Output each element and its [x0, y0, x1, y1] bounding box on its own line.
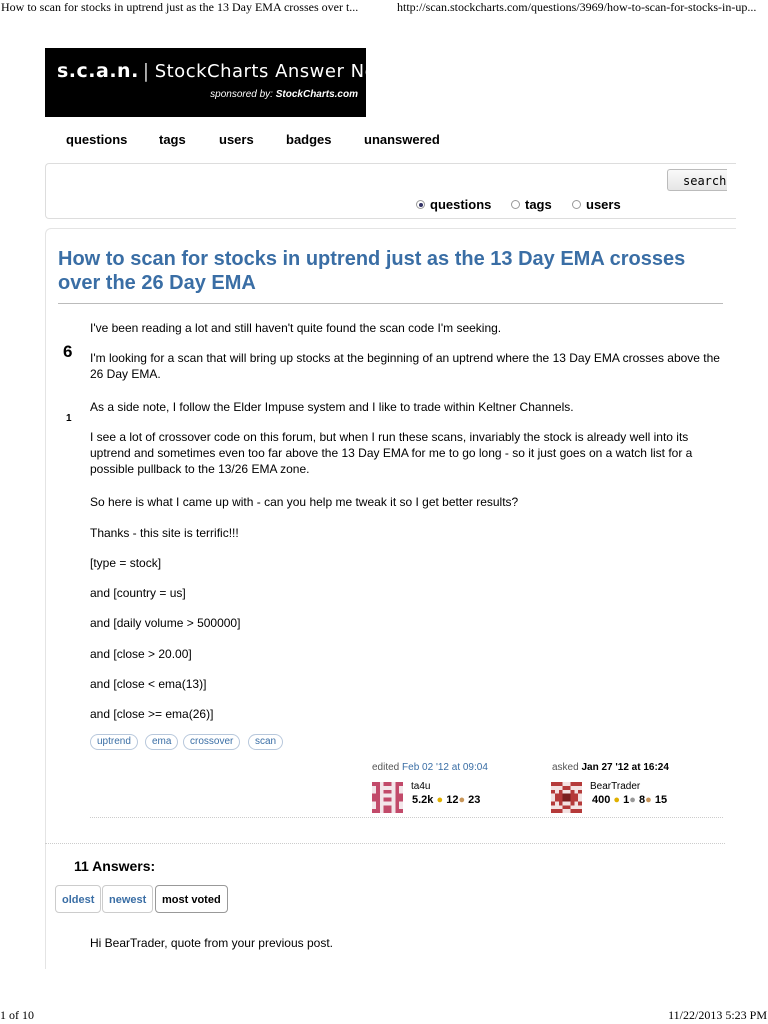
print-page-number: 1 of 10 [0, 1008, 34, 1022]
edited-info [372, 762, 488, 773]
tag-ema[interactable]: ema [145, 734, 178, 750]
asker-bronze: 15 [654, 794, 668, 806]
scope-users-label: users [586, 197, 621, 212]
print-datetime: 11/22/2013 5:23 PM [668, 1008, 767, 1022]
bronze-badge-icon: ● [645, 794, 652, 806]
answer-body: Hi BearTrader, quote from your previous post. [90, 936, 333, 950]
sort-oldest-tab[interactable]: oldest [55, 885, 101, 913]
code-line: and [country = us] [90, 586, 186, 600]
nav-tags[interactable]: tags [159, 132, 186, 147]
edited-time[interactable]: Feb 02 '12 at 09:04 [402, 762, 488, 773]
asker-name[interactable]: BearTrader [590, 781, 641, 792]
asked-time: Jan 27 '12 at 16:24 [581, 762, 669, 773]
answers-divider [45, 843, 725, 844]
print-footer [0, 1008, 768, 1024]
logo-sponsor [210, 89, 358, 100]
site-logo[interactable] [45, 48, 430, 117]
asker-silver: 8 [638, 794, 646, 806]
body-paragraph: I see a lot of crossover code on this forum, but when I run these scans, invariably the stock is already well into its uptrend and sometimes even too far above the 13 Day EMA for me to go long - so it just goes on a watch list for a possible pullback to the 13/26 EMA zone. [90, 430, 693, 476]
nav-questions[interactable]: questions [66, 132, 128, 147]
silver-badge-icon: ● [629, 794, 636, 806]
signature-divider [90, 817, 723, 818]
scope-questions[interactable] [416, 197, 491, 212]
asker-rep: 400 [592, 794, 611, 806]
logo-network: StockCharts Answer Network [154, 61, 430, 82]
radio-icon [572, 200, 581, 209]
editor-rep: 5.2k [412, 794, 434, 806]
asker-gold: 1 [623, 794, 630, 806]
editor-avatar[interactable] [372, 782, 403, 813]
print-title: How to scan for stocks in uptrend just as the 13 Day EMA crosses over t... [1, 0, 359, 14]
code-line: and [daily volume > 500000] [90, 616, 241, 630]
scope-users[interactable] [572, 197, 621, 212]
asked-label: asked [552, 762, 579, 773]
question-title[interactable]: How to scan for stocks in uptrend just as the 13 Day EMA crosses over the 26 Day EMA [58, 248, 686, 294]
radio-selected-icon [416, 200, 425, 209]
print-header [0, 0, 768, 14]
radio-icon [511, 200, 520, 209]
asker-avatar[interactable] [551, 782, 582, 813]
editor-bronze: 23 [468, 794, 481, 806]
logo-brand: s.c.a.n. [57, 60, 139, 82]
logo-separator: | [142, 60, 150, 82]
scope-tags-label: tags [525, 197, 552, 212]
editor-gold: 12 [446, 794, 459, 806]
sponsor-label: sponsored by: [210, 89, 273, 100]
code-line: and [close > 20.00] [90, 647, 192, 661]
asker-reputation [592, 794, 667, 806]
body-paragraph: So here is what I came up with - can you help me tweak it so I get better results? [90, 495, 519, 509]
asked-info [552, 762, 669, 773]
tag-crossover[interactable]: crossover [183, 734, 240, 750]
gold-badge-icon: ● [436, 794, 444, 806]
sort-most-voted-tab[interactable]: most voted [155, 885, 228, 913]
code-line: and [close < ema(13)] [90, 677, 207, 691]
tag-scan[interactable]: scan [248, 734, 283, 750]
nav-unanswered[interactable]: unanswered [364, 132, 440, 147]
edited-label: edited [372, 762, 400, 773]
vote-count: 6 [63, 342, 73, 361]
tag-uptrend[interactable]: uptrend [90, 734, 138, 750]
editor-name[interactable]: ta4u [411, 781, 431, 792]
scope-tags[interactable] [511, 197, 552, 212]
body-paragraph: As a side note, I follow the Elder Impuse system and I like to trade within Keltner Channels. [90, 400, 574, 414]
body-paragraph: I'm looking for a scan that will bring up stocks at the beginning of an uptrend where the 13 Day EMA crosses above the 26 Day EMA. [90, 351, 720, 381]
editor-reputation [412, 794, 480, 806]
sort-newest-tab[interactable]: newest [102, 885, 153, 913]
body-paragraph: I've been reading a lot and still haven't quite found the scan code I'm seeking. [90, 321, 502, 335]
code-line: [type = stock] [90, 556, 162, 570]
print-url: http://scan.stockcharts.com/questions/3969/how-to-scan-for-stocks-in-up... [397, 0, 757, 14]
body-paragraph: Thanks - this site is terrific!!! [90, 526, 239, 540]
title-divider [58, 303, 723, 304]
bronze-badge-icon: ● [458, 794, 466, 806]
nav-users[interactable]: users [219, 132, 254, 147]
answer-count: 11 Answers: [74, 858, 156, 874]
scope-questions-label: questions [430, 197, 492, 212]
search-panel [45, 163, 736, 219]
search-button[interactable]: search [667, 169, 727, 191]
favorite-count: 1 [66, 413, 72, 424]
logo-text [57, 60, 429, 82]
nav-badges[interactable]: badges [286, 132, 332, 147]
gold-badge-icon: ● [613, 794, 621, 806]
code-line: and [close >= ema(26)] [90, 707, 214, 721]
sponsor-name: StockCharts.com [275, 89, 358, 100]
